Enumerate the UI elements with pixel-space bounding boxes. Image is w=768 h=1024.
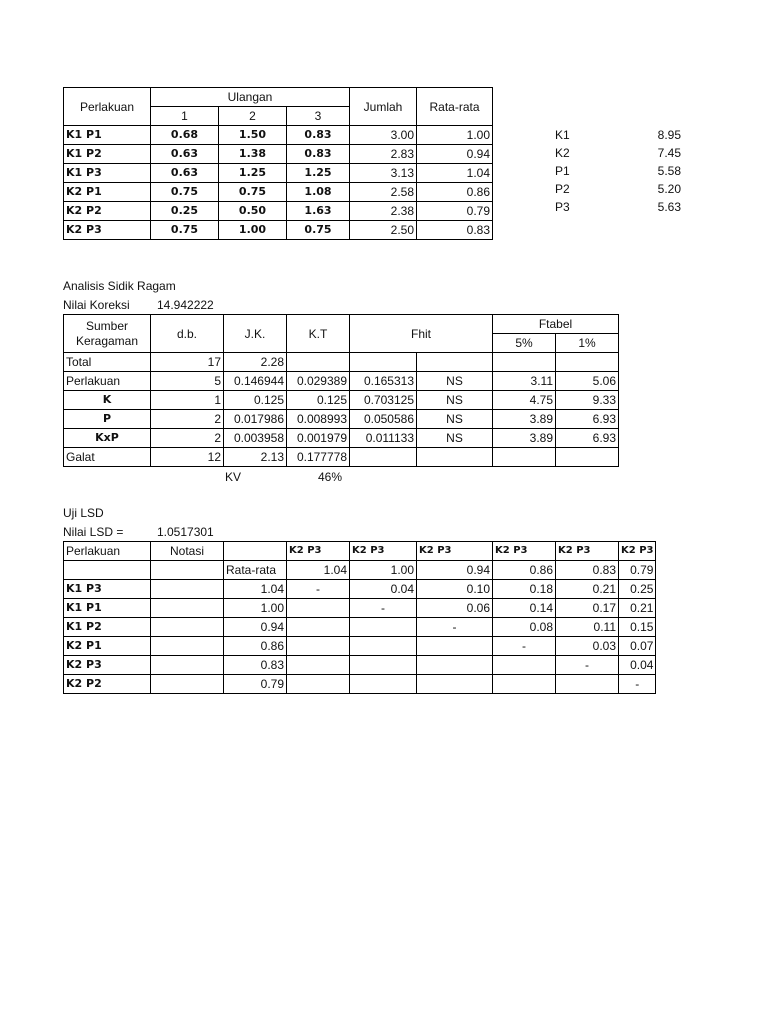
table-row: [64, 618, 656, 637]
difference-value: [556, 675, 619, 694]
fhit-value: 0.050586: [350, 410, 417, 429]
summary-value: 5.20: [657, 182, 681, 196]
notasi-cell: [151, 599, 224, 618]
db-value: 17: [151, 353, 224, 372]
notasi-cell: [151, 675, 224, 694]
rata-value: 0.86: [417, 183, 493, 202]
notasi-cell: [151, 618, 224, 637]
header-5pct: 5%: [493, 334, 556, 353]
fhit-value: [350, 353, 417, 372]
summary-value: 7.45: [657, 146, 681, 160]
jumlah-value: 2.83: [350, 145, 417, 164]
jumlah-value: 3.13: [350, 164, 417, 183]
rep-2-value: 1.25: [219, 164, 287, 183]
difference-value: 0.08: [493, 618, 556, 637]
table-row: [64, 372, 619, 391]
difference-value: [287, 618, 350, 637]
rep-1-value: 0.68: [151, 126, 219, 145]
table-row: [64, 580, 656, 599]
treatment-table: [63, 87, 493, 240]
header-treatment-col: K2 P3: [493, 542, 556, 561]
notasi-cell: [151, 580, 224, 599]
header-treatment-col: K2 P3: [417, 542, 493, 561]
summary-value: 5.58: [657, 164, 681, 178]
ftabel-1-value: 9.33: [556, 391, 619, 410]
header-ulangan: Ulangan: [151, 88, 350, 107]
header-rep-1: 1: [151, 107, 219, 126]
column-mean: 1.04: [287, 561, 350, 580]
difference-value: [417, 656, 493, 675]
treatment-label: K2 P2: [64, 202, 151, 221]
difference-value: -: [417, 618, 493, 637]
rep-1-value: 0.75: [151, 221, 219, 240]
difference-value: 0.07: [619, 637, 656, 656]
jk-value: 0.003958: [224, 429, 287, 448]
header-kt: K.T: [287, 315, 350, 353]
rata-value: 0.79: [417, 202, 493, 221]
difference-value: [350, 675, 417, 694]
treatment-label: K2 P1: [64, 183, 151, 202]
lsd-nilai-value: 1.0517301: [157, 525, 214, 539]
significance-value: NS: [417, 429, 493, 448]
header-blank: [224, 542, 287, 561]
header-rep-2: 2: [219, 107, 287, 126]
ftabel-1-value: 5.06: [556, 372, 619, 391]
rep-2-value: 0.75: [219, 183, 287, 202]
difference-value: 0.06: [417, 599, 493, 618]
source-label: Galat: [64, 448, 151, 467]
difference-value: [493, 675, 556, 694]
significance-value: [417, 448, 493, 467]
ftabel-5-value: [493, 353, 556, 372]
column-mean: 1.00: [350, 561, 417, 580]
table-row: [64, 183, 493, 202]
db-value: 5: [151, 372, 224, 391]
rata-value: 0.83: [417, 221, 493, 240]
difference-value: -: [619, 675, 656, 694]
treatment-label: K2 P2: [64, 675, 151, 694]
summary-label: P3: [555, 200, 570, 214]
difference-value: 0.10: [417, 580, 493, 599]
table-row: [64, 145, 493, 164]
source-label: Total: [64, 353, 151, 372]
rep-1-value: 0.25: [151, 202, 219, 221]
jk-value: 0.125: [224, 391, 287, 410]
treatment-label: K1 P1: [64, 126, 151, 145]
summary-label: P2: [555, 182, 570, 196]
header-perlakuan: Perlakuan: [64, 88, 151, 126]
blank-cell: [151, 561, 224, 580]
table-row: [64, 353, 619, 372]
summary-row: [553, 144, 683, 162]
header-jumlah: Jumlah: [350, 88, 417, 126]
kv-value: 46%: [318, 470, 343, 484]
jk-value: 2.28: [224, 353, 287, 372]
significance-value: NS: [417, 410, 493, 429]
rep-3-value: 1.25: [287, 164, 350, 183]
jumlah-value: 3.00: [350, 126, 417, 145]
summary-label: K1: [555, 128, 570, 142]
table-row: [64, 599, 656, 618]
ftabel-5-value: [493, 448, 556, 467]
header-perlakuan: Perlakuan: [64, 542, 151, 561]
rep-1-value: 0.63: [151, 164, 219, 183]
difference-value: -: [287, 580, 350, 599]
difference-value: 0.18: [493, 580, 556, 599]
kt-value: 0.001979: [287, 429, 350, 448]
header-fhit: Fhit: [350, 315, 493, 353]
ftabel-1-value: 6.93: [556, 410, 619, 429]
difference-value: 0.15: [619, 618, 656, 637]
ftabel-1-value: [556, 448, 619, 467]
fhit-value: 0.011133: [350, 429, 417, 448]
ftabel-5-value: 4.75: [493, 391, 556, 410]
header-sumber-line1: Sumber: [85, 318, 129, 333]
koreksi-label: Nilai Koreksi: [63, 298, 130, 312]
rep-3-value: 0.83: [287, 145, 350, 164]
kv-label: KV: [225, 470, 242, 484]
treatment-label: K1 P3: [64, 580, 151, 599]
summary-row: [553, 180, 683, 198]
treatment-label: K2 P3: [64, 656, 151, 675]
table-row: [64, 221, 493, 240]
rata-value: 1.04: [417, 164, 493, 183]
rata-value: 1.00: [417, 126, 493, 145]
treatment-label: K2 P1: [64, 637, 151, 656]
db-value: 2: [151, 429, 224, 448]
kt-value: 0.029389: [287, 372, 350, 391]
rep-3-value: 1.63: [287, 202, 350, 221]
difference-value: 0.21: [556, 580, 619, 599]
summary-row: [553, 162, 683, 180]
ftabel-5-value: 3.89: [493, 429, 556, 448]
table-row: [64, 656, 656, 675]
difference-value: [350, 656, 417, 675]
db-value: 12: [151, 448, 224, 467]
fhit-value: 0.703125: [350, 391, 417, 410]
table-row: [64, 391, 619, 410]
header-jk: J.K.: [224, 315, 287, 353]
rep-1-value: 0.63: [151, 145, 219, 164]
difference-value: [350, 637, 417, 656]
factor-summary: [553, 126, 683, 216]
mean-value: 0.94: [224, 618, 287, 637]
jumlah-value: 2.58: [350, 183, 417, 202]
header-treatment-col: K2 P3: [619, 542, 656, 561]
significance-value: [417, 353, 493, 372]
table-row: [64, 637, 656, 656]
kt-value: 0.177778: [287, 448, 350, 467]
significance-value: NS: [417, 372, 493, 391]
difference-value: [287, 675, 350, 694]
kt-value: [287, 353, 350, 372]
header-treatment-col: K2 P3: [287, 542, 350, 561]
difference-value: 0.11: [556, 618, 619, 637]
anova-title: Analisis Sidik Ragam: [63, 279, 176, 293]
rep-3-value: 1.08: [287, 183, 350, 202]
table-row: [64, 164, 493, 183]
ftabel-5-value: 3.11: [493, 372, 556, 391]
koreksi-value: 14.942222: [157, 298, 214, 312]
table-row: [64, 202, 493, 221]
summary-value: 5.63: [657, 200, 681, 214]
source-label: K: [64, 391, 151, 410]
ftabel-1-value: [556, 353, 619, 372]
header-ftabel: Ftabel: [493, 315, 619, 334]
jumlah-value: 2.50: [350, 221, 417, 240]
difference-value: 0.17: [556, 599, 619, 618]
treatment-label: K1 P1: [64, 599, 151, 618]
summary-value: 8.95: [657, 128, 681, 142]
difference-value: [417, 675, 493, 694]
header-rep-3: 3: [287, 107, 350, 126]
header-sumber: [64, 315, 151, 353]
table-row: [64, 675, 656, 694]
summary-label: K2: [555, 146, 570, 160]
blank-cell: [64, 561, 151, 580]
anova-table: [63, 314, 619, 467]
summary-label: P1: [555, 164, 570, 178]
difference-value: 0.04: [350, 580, 417, 599]
rep-3-value: 0.83: [287, 126, 350, 145]
db-value: 2: [151, 410, 224, 429]
jumlah-value: 2.38: [350, 202, 417, 221]
difference-value: [493, 656, 556, 675]
lsd-table: [63, 541, 656, 694]
summary-row: [553, 126, 683, 144]
mean-value: 0.83: [224, 656, 287, 675]
db-value: 1: [151, 391, 224, 410]
kt-value: 0.008993: [287, 410, 350, 429]
treatment-label: K1 P3: [64, 164, 151, 183]
treatment-label: K1 P2: [64, 618, 151, 637]
difference-value: [350, 618, 417, 637]
header-treatment-col: K2 P3: [350, 542, 417, 561]
rep-2-value: 1.38: [219, 145, 287, 164]
difference-value: [287, 656, 350, 675]
header-rata-rata: Rata-rata: [417, 88, 493, 126]
table-row: [64, 126, 493, 145]
table-row: [64, 410, 619, 429]
rep-2-value: 1.00: [219, 221, 287, 240]
table-row: [64, 429, 619, 448]
kt-value: 0.125: [287, 391, 350, 410]
jk-value: 0.146944: [224, 372, 287, 391]
difference-value: 0.21: [619, 599, 656, 618]
difference-value: 0.25: [619, 580, 656, 599]
fhit-value: [350, 448, 417, 467]
table-row: [64, 448, 619, 467]
mean-value: 0.86: [224, 637, 287, 656]
column-mean: 0.79: [619, 561, 656, 580]
jk-value: 0.017986: [224, 410, 287, 429]
mean-value: 0.79: [224, 675, 287, 694]
rata-value: 0.94: [417, 145, 493, 164]
header-sumber-line2: Keragaman: [75, 333, 139, 348]
difference-value: -: [493, 637, 556, 656]
lsd-title: Uji LSD: [63, 506, 104, 520]
ftabel-5-value: 3.89: [493, 410, 556, 429]
rata-label: Rata-rata: [224, 561, 287, 580]
header-treatment-col: K2 P3: [556, 542, 619, 561]
difference-value: [287, 637, 350, 656]
rep-3-value: 0.75: [287, 221, 350, 240]
source-label: P: [64, 410, 151, 429]
mean-value: 1.00: [224, 599, 287, 618]
treatment-label: K2 P3: [64, 221, 151, 240]
difference-value: -: [350, 599, 417, 618]
lsd-nilai-label: Nilai LSD =: [63, 525, 124, 539]
ftabel-1-value: 6.93: [556, 429, 619, 448]
jk-value: 2.13: [224, 448, 287, 467]
notasi-cell: [151, 656, 224, 675]
difference-value: 0.14: [493, 599, 556, 618]
source-label: Perlakuan: [64, 372, 151, 391]
mean-value: 1.04: [224, 580, 287, 599]
rep-2-value: 1.50: [219, 126, 287, 145]
difference-value: 0.04: [619, 656, 656, 675]
column-mean: 0.94: [417, 561, 493, 580]
difference-value: -: [556, 656, 619, 675]
column-mean: 0.86: [493, 561, 556, 580]
difference-value: 0.03: [556, 637, 619, 656]
header-1pct: 1%: [556, 334, 619, 353]
header-notasi: Notasi: [151, 542, 224, 561]
rep-1-value: 0.75: [151, 183, 219, 202]
difference-value: [287, 599, 350, 618]
notasi-cell: [151, 637, 224, 656]
column-mean: 0.83: [556, 561, 619, 580]
difference-value: [417, 637, 493, 656]
summary-row: [553, 198, 683, 216]
source-label: KxP: [64, 429, 151, 448]
rep-2-value: 0.50: [219, 202, 287, 221]
treatment-label: K1 P2: [64, 145, 151, 164]
fhit-value: 0.165313: [350, 372, 417, 391]
header-db: d.b.: [151, 315, 224, 353]
significance-value: NS: [417, 391, 493, 410]
